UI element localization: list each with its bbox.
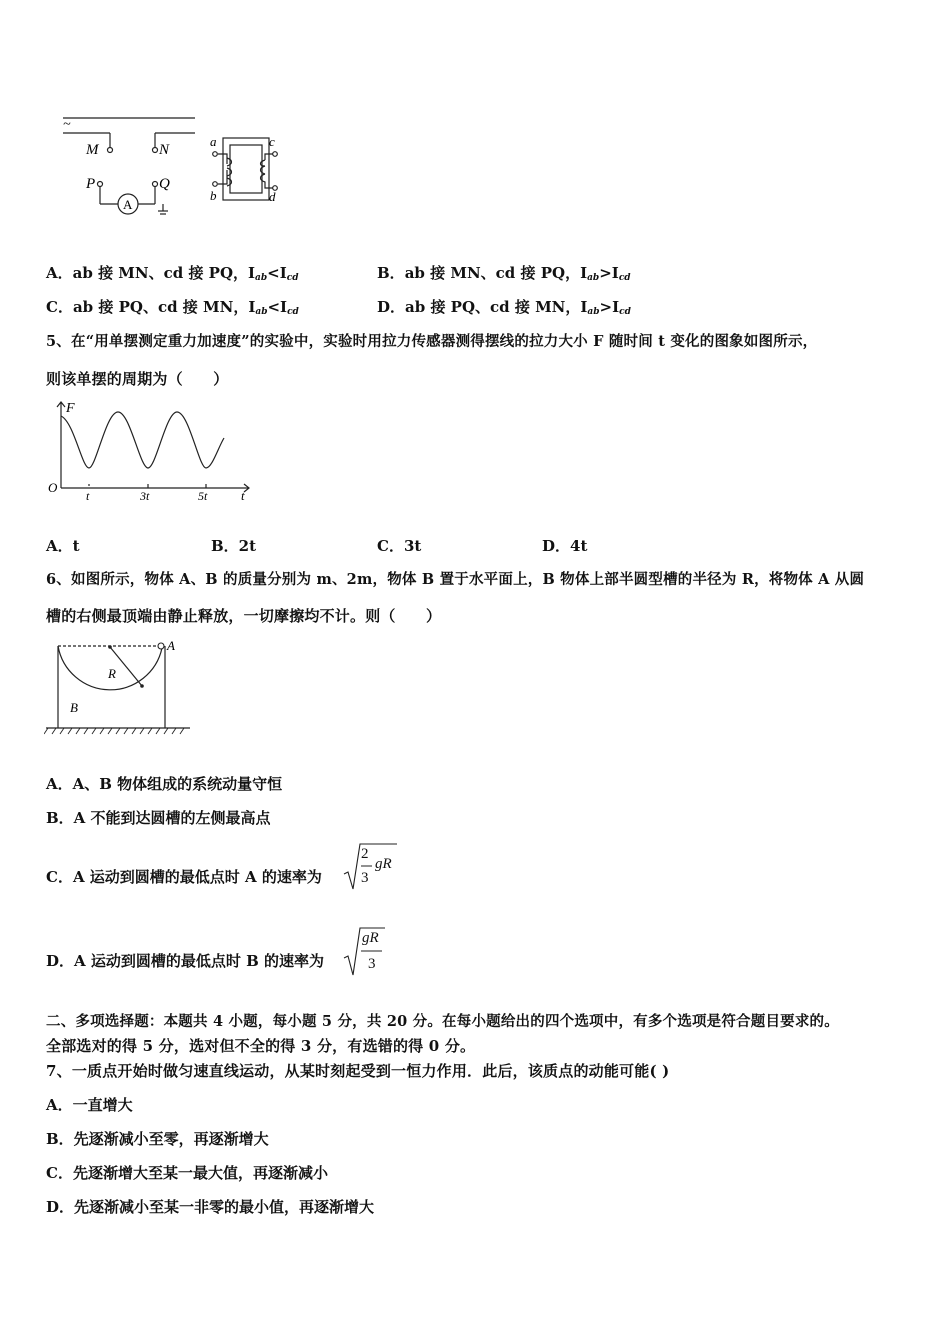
label-A: A: [167, 638, 175, 653]
q4-option-b[interactable]: B．ab 接 MN、cd 接 PQ，$I_{ab}>I_{cd}$: [377, 264, 631, 283]
q5-option-a[interactable]: A．t: [46, 537, 80, 555]
q6-stem-line2: 槽的右侧最顶端由静止释放，一切摩擦均不计。则（ ）: [46, 607, 442, 625]
frac-d-num: gR: [362, 930, 379, 946]
label-N: N: [159, 142, 170, 158]
label-Q: Q: [159, 176, 170, 192]
axis-t: t: [241, 488, 245, 503]
label-M: M: [86, 142, 99, 158]
ammeter-label: A: [123, 197, 133, 212]
label-a: a: [210, 134, 217, 149]
q7-option-a[interactable]: A．一直增大: [46, 1096, 133, 1114]
q7-option-c[interactable]: C．先逐渐增大至某一最大值，再逐渐减小: [46, 1164, 328, 1182]
force-curve: [61, 412, 224, 468]
q6-stem-line1: 6、如图所示，物体 A、B 的质量分别为 m、2m，物体 B 置于水平面上，B 物体上部半圆型槽的半径为 R，将物体 A 从圆: [46, 571, 865, 588]
q7-option-b[interactable]: B．先逐渐减小至零，再逐渐增大: [46, 1130, 269, 1148]
frac-c-tail: gR: [375, 856, 392, 872]
tick-5t: 5t: [198, 489, 208, 503]
q5-option-b[interactable]: B．2t: [211, 537, 257, 555]
label-B: B: [70, 700, 78, 715]
label-d: d: [269, 189, 276, 204]
frac-d-den: 3: [368, 956, 376, 972]
q5-force-time-graph: [44, 396, 259, 506]
tick-3t: 3t: [140, 489, 150, 503]
q5-stem-line1: 5、在“用单摆测定重力加速度”的实验中，实验时用拉力传感器测得摆线的拉力大小 F 随时间 t 变化的图象如图所示，: [46, 333, 818, 350]
section2-heading-line2: 全部选对的得 5 分，选对但不全的得 3 分，有选错的得 0 分。: [46, 1037, 476, 1055]
q7-stem: 7、一质点开始时做匀速直线运动，从某时刻起受到一恒力作用．此后，该质点的动能可能( ): [46, 1062, 670, 1080]
ac-symbol: ~: [63, 117, 71, 132]
tick-t: t: [86, 489, 90, 503]
q4-option-c[interactable]: C．ab 接 PQ、cd 接 MN，$I_{ab}<I_{cd}$: [46, 298, 299, 317]
origin-O: O: [48, 480, 58, 495]
q4-option-a[interactable]: A．ab 接 MN、cd 接 PQ，$I_{ab}<I_{cd}$: [46, 264, 299, 283]
q6-option-a[interactable]: A．A、B 物体组成的系统动量守恒: [46, 775, 283, 793]
label-b: b: [210, 188, 217, 203]
frac-c-num: 2: [361, 846, 369, 862]
q5-option-c[interactable]: C．3t: [377, 537, 422, 555]
q5-option-d[interactable]: D．4t: [542, 537, 588, 555]
q6-groove-figure: [44, 636, 194, 741]
q7-option-d[interactable]: D．先逐渐减小至某一非零的最小值，再逐渐增大: [46, 1198, 375, 1216]
label-c: c: [269, 134, 275, 149]
q6-option-b[interactable]: B．A 不能到达圆槽的左侧最高点: [46, 809, 271, 827]
frac-c-den: 3: [361, 870, 369, 886]
axis-F: F: [66, 401, 75, 416]
q4-circuit-figure: [55, 108, 295, 218]
q5-stem-line2: 则该单摆的周期为（ ）: [46, 370, 229, 388]
section2-heading-line1: 二、多项选择题：本题共 4 小题，每小题 5 分，共 20 分。在每小题给出的四个选项中，有多个选项是符合题目要求的。: [46, 1013, 839, 1030]
q4-option-d[interactable]: D．ab 接 PQ、cd 接 MN，$I_{ab}>I_{cd}$: [377, 298, 631, 317]
label-P: P: [86, 176, 96, 192]
label-R: R: [108, 666, 116, 681]
